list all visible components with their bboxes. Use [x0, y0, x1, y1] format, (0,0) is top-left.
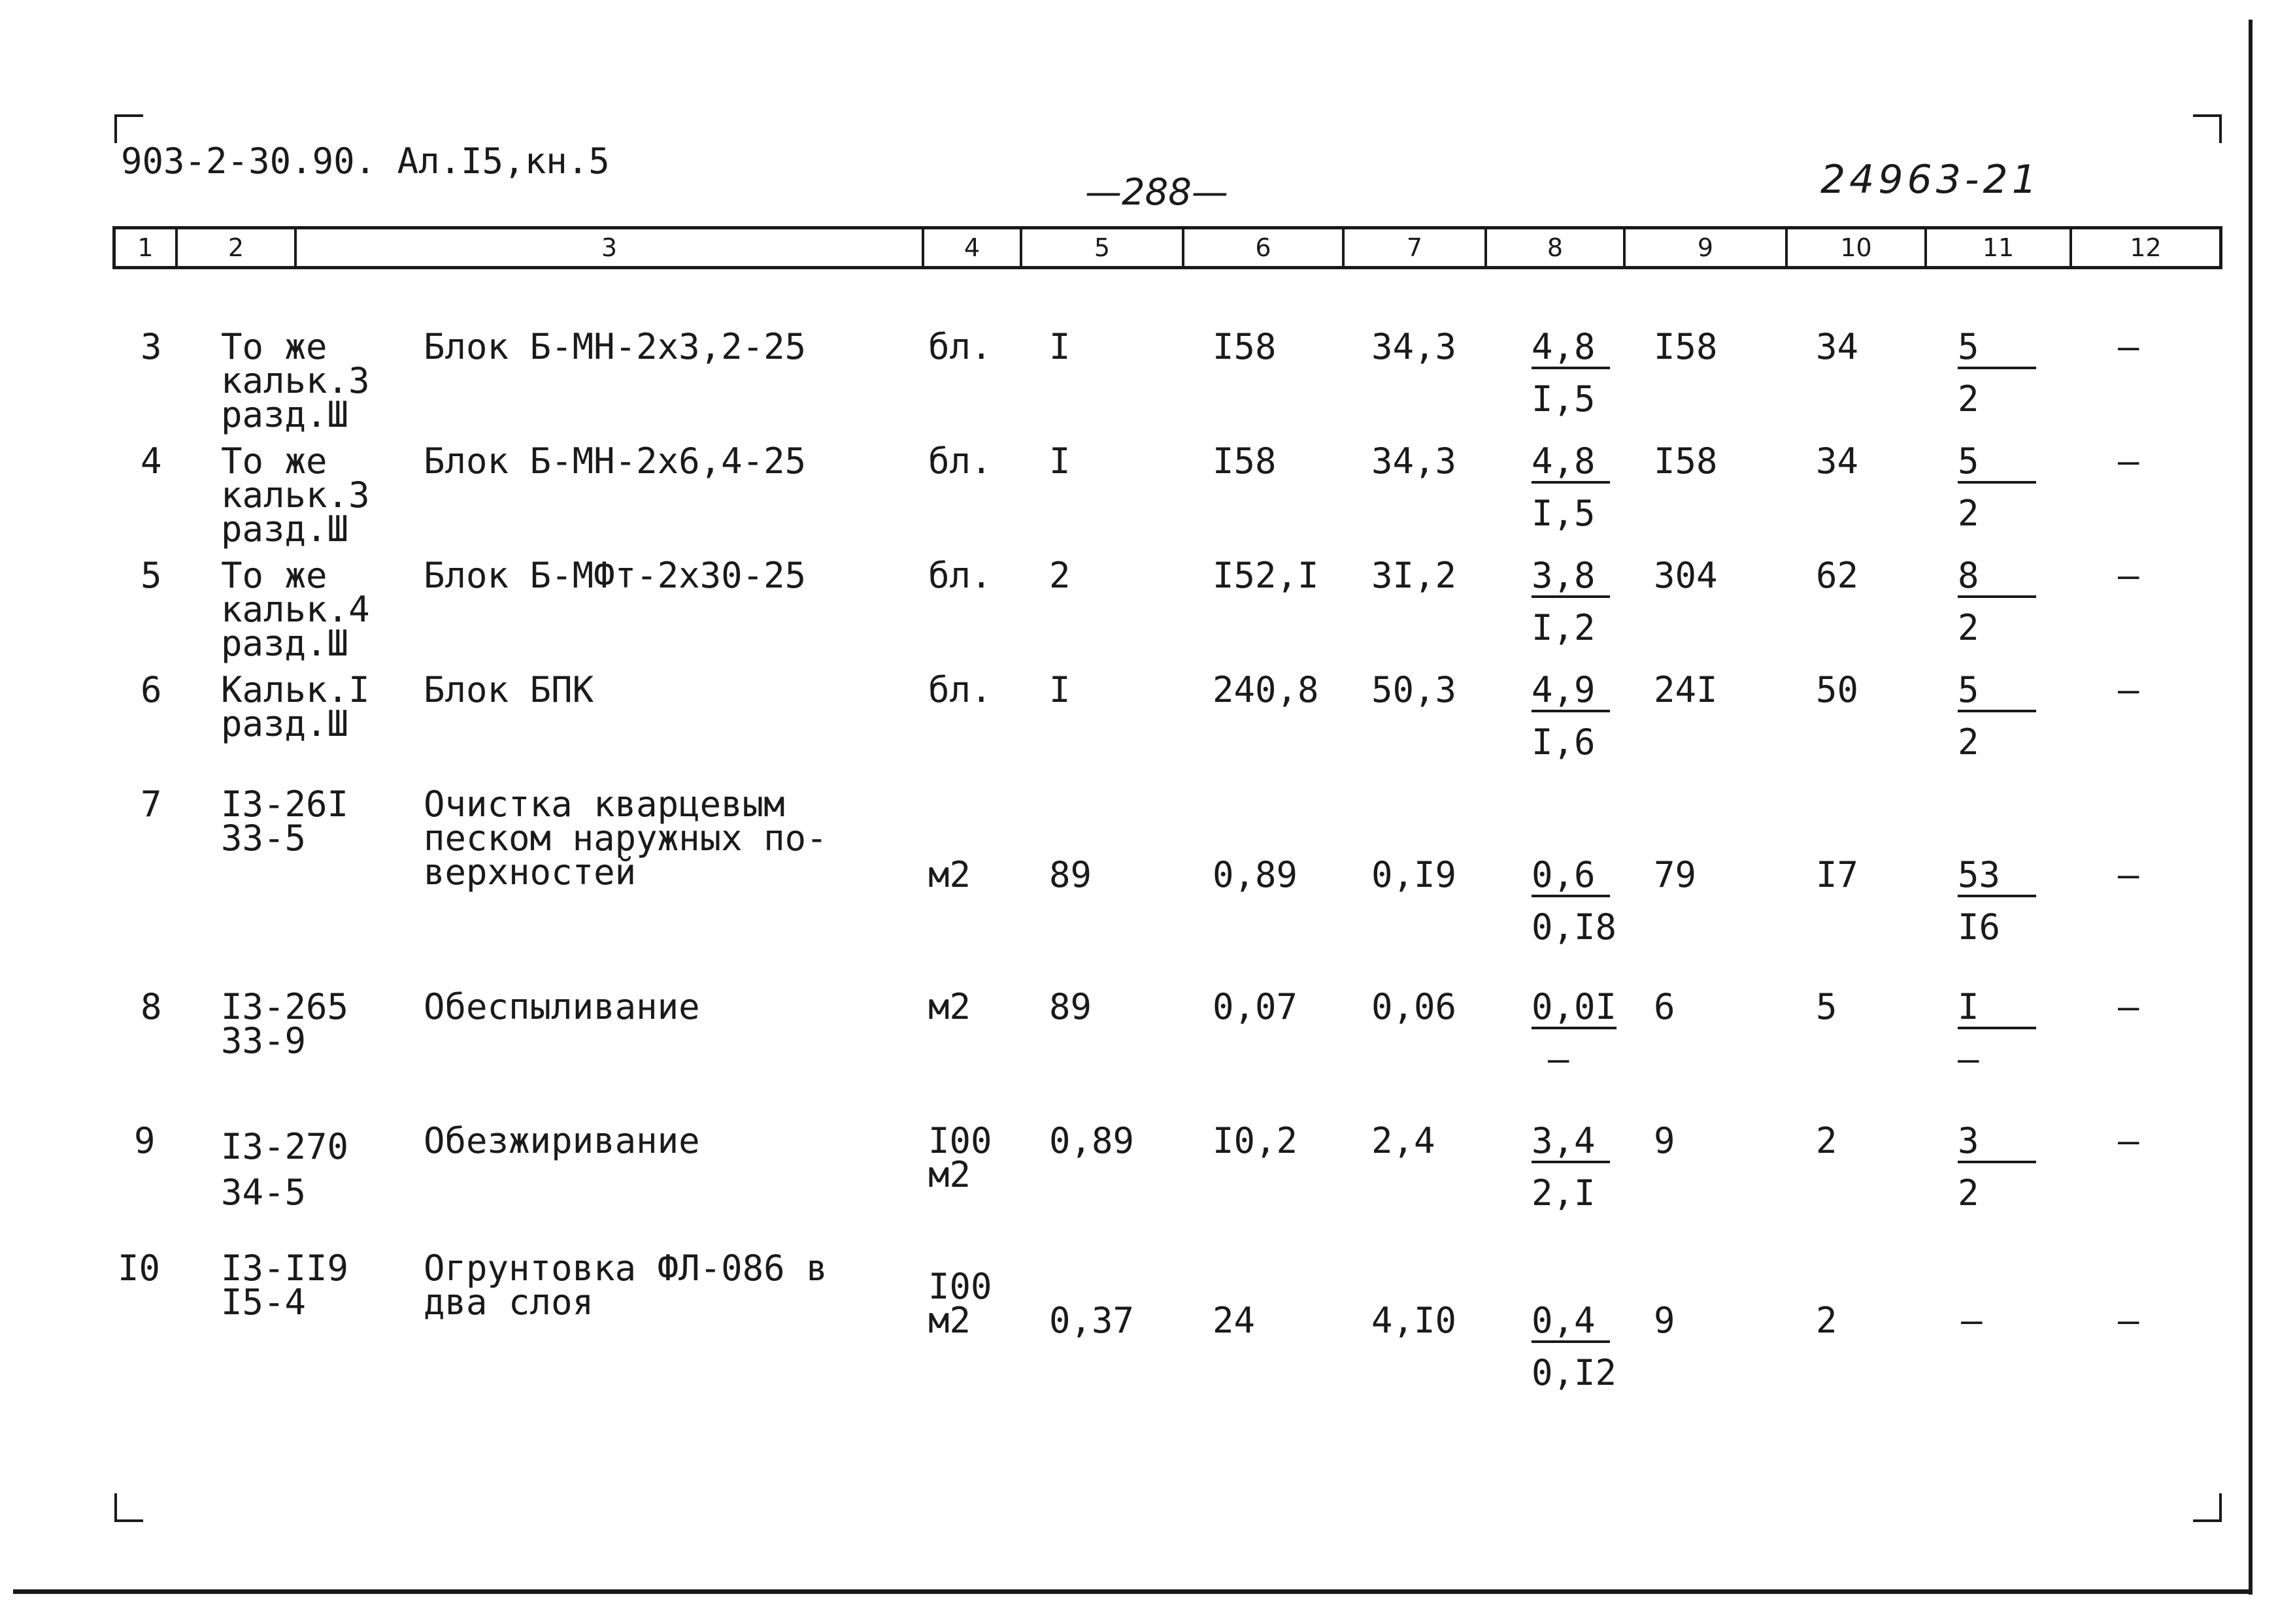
work-description: Блок Б-МН-2х6,4-25 [424, 440, 807, 482]
page-right-edge [2249, 20, 2253, 1595]
basis-reference: I3-26I 33-5 [221, 784, 349, 859]
unit-wage: 3I,2 [1371, 555, 1457, 596]
work-description: Блок Б-МФт-2х30-25 [424, 555, 807, 596]
total-wage: I7 [1816, 854, 1859, 895]
total-machines-fraction [1958, 669, 2036, 763]
registration-number: 24963-21 [1820, 157, 2041, 203]
corner-mark-bottom-right [2193, 1493, 2222, 1522]
machines-value: 4,8 [1532, 330, 1610, 369]
total-machines-fraction [1958, 440, 2036, 534]
unit-cost: 0,07 [1213, 986, 1298, 1027]
total-cost: I58 [1654, 440, 1718, 482]
unit-wage: 2,4 [1371, 1120, 1435, 1161]
quantity: I [1049, 326, 1071, 367]
page-number: —288— [1085, 171, 1228, 214]
unit-wage: 4,I0 [1371, 1300, 1457, 1341]
column-12-value: – [2118, 669, 2139, 710]
total-cost: 9 [1654, 1120, 1675, 1161]
column-12-value: – [2118, 1300, 2139, 1341]
unit-wage: 34,3 [1371, 326, 1457, 367]
unit: м2 [928, 986, 971, 1027]
total-machines-fraction [1958, 1120, 2036, 1214]
machines-wage-value: 2,I [1532, 1172, 1596, 1214]
basis-reference: I3-II9 I5-4 [221, 1248, 349, 1323]
basis-reference: То же кальк.3 разд.Ш [221, 440, 370, 550]
unit-cost: 0,89 [1213, 854, 1298, 895]
unit: бл. [928, 555, 992, 596]
total-machines-fraction [1958, 326, 2036, 420]
total-wage: 50 [1816, 669, 1859, 710]
corner-mark-bottom-left [114, 1493, 143, 1522]
row-number: 4 [141, 440, 162, 482]
machines-value: 3,8 [1532, 559, 1610, 598]
machines-value: 3,4 [1532, 1124, 1610, 1163]
corner-mark-top-left [114, 114, 143, 143]
total-machines-fraction [1958, 555, 2036, 648]
total-machines-value: – [1961, 1300, 1983, 1341]
unit-cost: I52,I [1213, 555, 1319, 596]
total-machines-fraction [1958, 854, 2036, 948]
column-header-7: 7 [1345, 229, 1487, 266]
machines-fraction [1532, 854, 1617, 948]
unit-wage: 0,06 [1371, 986, 1457, 1027]
column-header-11: 11 [1927, 229, 2072, 266]
total-machines-value: 5 [1958, 330, 2036, 369]
page-bottom-edge [13, 1589, 2253, 1594]
quantity: 0,89 [1049, 1120, 1135, 1161]
quantity: 89 [1049, 986, 1092, 1027]
column-header-8: 8 [1487, 229, 1626, 266]
column-12-value: – [2118, 326, 2139, 367]
basis-reference: То же кальк.4 разд.Ш [221, 555, 370, 664]
total-machines-wage-value: 2 [1958, 1172, 1979, 1214]
corner-mark-top-right [2193, 114, 2222, 143]
unit-wage: 50,3 [1371, 669, 1457, 710]
total-machines-value: I [1958, 990, 2036, 1029]
machines-value: 0,0I [1532, 990, 1617, 1029]
total-cost: I58 [1654, 326, 1718, 367]
total-machines-wage-value: – [1958, 1038, 1979, 1080]
unit-wage: 34,3 [1371, 440, 1457, 482]
row-number: I0 [118, 1248, 161, 1289]
quantity: I [1049, 669, 1071, 710]
total-wage: 34 [1816, 440, 1859, 482]
total-cost: 6 [1654, 986, 1675, 1027]
machines-value: 0,6 [1532, 858, 1610, 897]
machines-fraction [1532, 326, 1610, 420]
unit: бл. [928, 326, 992, 367]
machines-fraction [1532, 669, 1610, 763]
column-header-3: 3 [297, 229, 924, 266]
unit: бл. [928, 669, 992, 710]
machines-wage-value: I,6 [1532, 721, 1596, 763]
work-description: Блок БПК [424, 669, 594, 710]
machines-value: 0,4 [1532, 1304, 1610, 1343]
column-header-12: 12 [2130, 233, 2162, 262]
quantity: I [1049, 440, 1071, 482]
unit: I00 м2 [928, 1120, 992, 1195]
machines-fraction [1532, 1300, 1617, 1393]
basis-reference: Кальк.I разд.Ш [221, 669, 370, 744]
quantity: 0,37 [1049, 1300, 1135, 1341]
unit-cost: 240,8 [1213, 669, 1319, 710]
column-header-5: 5 [1022, 229, 1184, 266]
unit-cost: I58 [1213, 326, 1277, 367]
unit: м2 [928, 854, 971, 895]
machines-wage-value: I,5 [1532, 493, 1596, 534]
total-wage: 2 [1816, 1120, 1837, 1161]
total-machines-value: 5 [1958, 444, 2036, 484]
column-header-row [112, 226, 2222, 269]
work-description: Обеспыливание [424, 986, 700, 1027]
machines-value: 4,9 [1532, 673, 1610, 712]
machines-wage-value: 0,I8 [1532, 906, 1617, 948]
total-cost: 79 [1654, 854, 1697, 895]
basis-reference: I3-265 33-9 [221, 986, 349, 1061]
work-description: Обезжиривание [424, 1120, 700, 1161]
column-header-2: 2 [178, 229, 297, 266]
unit: I00 м2 [928, 1266, 992, 1341]
column-header-1: 1 [116, 229, 178, 266]
unit-wage: 0,I9 [1371, 854, 1457, 895]
quantity: 89 [1049, 854, 1092, 895]
row-number: 6 [141, 669, 162, 710]
total-machines-value: 53 [1958, 858, 2036, 897]
machines-fraction [1532, 986, 1617, 1080]
total-machines-value: 5 [1958, 673, 2036, 712]
column-12-value: – [2118, 986, 2139, 1027]
row-number: 5 [141, 555, 162, 596]
column-12-value: – [2118, 440, 2139, 482]
total-wage: 62 [1816, 555, 1859, 596]
total-wage: 34 [1816, 326, 1859, 367]
total-cost: 24I [1654, 669, 1718, 710]
basis-reference: То же кальк.3 разд.Ш [221, 326, 370, 435]
total-wage: 5 [1816, 986, 1837, 1027]
total-machines-wage-value: 2 [1958, 607, 1979, 648]
unit-cost: 24 [1213, 1300, 1256, 1341]
total-machines-wage-value: 2 [1958, 721, 1979, 763]
work-description: Огрунтовка ФЛ-086 в два слоя [424, 1248, 828, 1323]
machines-fraction [1532, 440, 1610, 534]
column-header-4: 4 [924, 229, 1022, 266]
total-wage: 2 [1816, 1300, 1837, 1341]
total-cost: 304 [1654, 555, 1718, 596]
column-12-value: – [2118, 555, 2139, 596]
row-number: 8 [141, 986, 162, 1027]
machines-wage-value: – [1548, 1038, 1569, 1080]
column-12-value: – [2118, 1120, 2139, 1161]
total-cost: 9 [1654, 1300, 1675, 1341]
total-machines-value: 8 [1958, 559, 2036, 598]
total-machines-wage-value: 2 [1958, 493, 1979, 534]
machines-wage-value: 0,I2 [1532, 1352, 1617, 1393]
row-number: 3 [141, 326, 162, 367]
document-code: 903-2-30.90. Ал.I5,кн.5 [121, 141, 610, 182]
total-machines-wage-value: 2 [1958, 378, 1979, 420]
work-description: Очистка кварцевым песком наружных по- верхностей [424, 784, 828, 893]
quantity: 2 [1049, 555, 1071, 596]
row-number: 9 [134, 1120, 156, 1161]
column-header-6: 6 [1184, 229, 1345, 266]
unit-cost: I0,2 [1213, 1120, 1298, 1161]
machines-wage-value: I,2 [1532, 607, 1596, 648]
column-header-9: 9 [1626, 229, 1788, 266]
column-12-value: – [2118, 854, 2139, 895]
unit-cost: I58 [1213, 440, 1277, 482]
total-machines-fraction [1958, 986, 2036, 1080]
column-header-10: 10 [1788, 229, 1927, 266]
total-machines-value: 3 [1958, 1124, 2036, 1163]
work-description: Блок Б-МН-2х3,2-25 [424, 326, 807, 367]
machines-fraction [1532, 1120, 1610, 1214]
total-machines-wage-value: I6 [1958, 906, 2001, 948]
row-number: 7 [141, 784, 162, 825]
basis-reference: I3-270 34-5 [221, 1126, 349, 1213]
machines-wage-value: I,5 [1532, 378, 1596, 420]
unit: бл. [928, 440, 992, 482]
machines-value: 4,8 [1532, 444, 1610, 484]
machines-fraction [1532, 555, 1610, 648]
